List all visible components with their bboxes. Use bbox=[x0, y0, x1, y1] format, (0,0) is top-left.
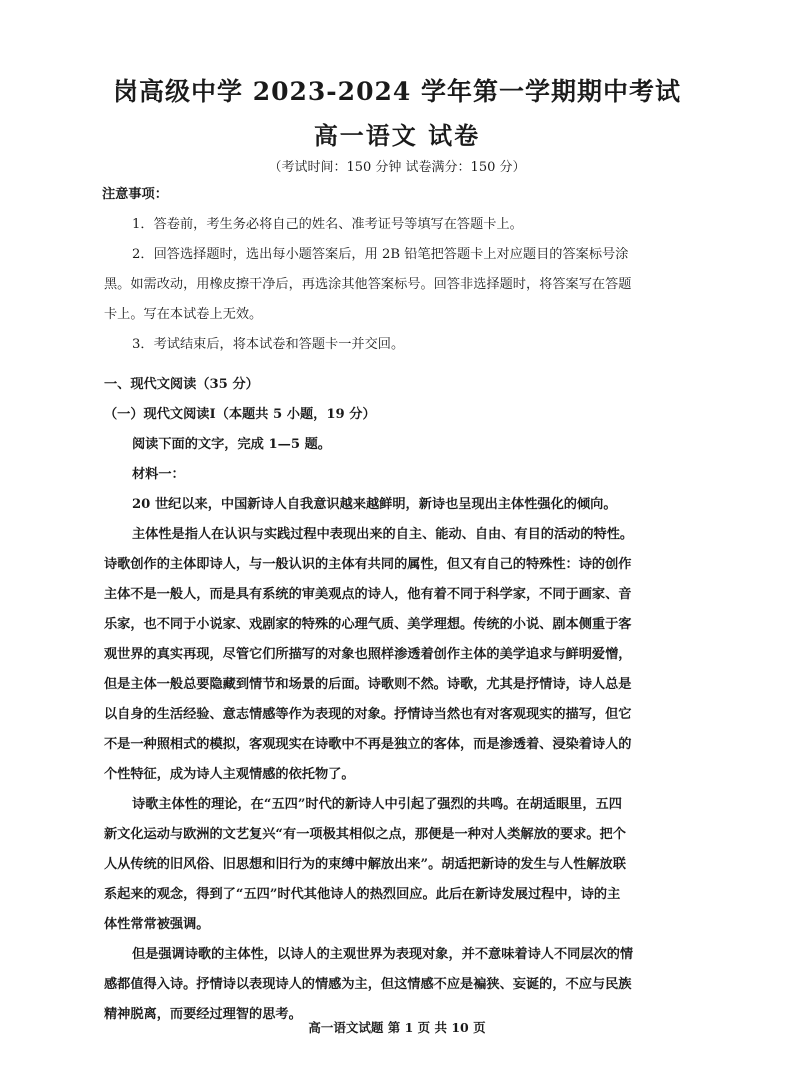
note-item-1: 1．答卷前，考生务必将自己的姓名、准考证号等填写在答题卡上。 bbox=[132, 217, 523, 232]
exam-info: （考试时间：150 分钟 试卷满分：150 分） bbox=[268, 160, 526, 175]
passage-paragraph-4-line: 精神脱离，而要经过理智的思考。 bbox=[104, 1007, 302, 1022]
note-item-2-line-2: 黑。如需改动，用橡皮擦干净后，再选涂其他答案标号。回答非选择题时，将答案写在答题 bbox=[104, 277, 632, 292]
material-label: 材料一： bbox=[132, 467, 185, 482]
passage-paragraph-2-line: 诗歌创作的主体即诗人，与一般认识的主体有共同的属性，但又有自己的特殊性：诗的创作 bbox=[104, 557, 632, 572]
passage-paragraph-2-line: 但是主体一般总要隐藏到情节和场景的后面。诗歌则不然。诗歌，尤其是抒情诗，诗人总是 bbox=[104, 677, 632, 692]
passage-paragraph-1: 20 世纪以来，中国新诗人自我意识越来越鲜明，新诗也呈现出主体性强化的倾向。 bbox=[132, 497, 617, 512]
passage-paragraph-2-line: 主体不是一般人，而是具有系统的审美观点的诗人，他有着不同于科学家，不同于画家、音 bbox=[104, 587, 632, 602]
passage-paragraph-3-line: 人从传统的旧风俗、旧思想和旧行为的束缚中解放出来”。胡适把新诗的发生与人性解放联 bbox=[104, 857, 626, 872]
passage-paragraph-3-line: 体性常常被强调。 bbox=[104, 917, 210, 932]
note-item-2-line-1: 2．回答选择题时，选出每小题答案后，用 2B 铅笔把答题卡上对应题目的答案标号涂 bbox=[132, 247, 629, 262]
notes-heading: 注意事项： bbox=[102, 187, 168, 202]
exam-content bbox=[104, 180, 664, 1030]
passage-paragraph-4-line: 感都值得入诗。抒情诗以表现诗人的情感为主，但这情感不应是褊狭、妄诞的，不应与民族 bbox=[104, 977, 632, 992]
passage-paragraph-2-line: 以自身的生活经验、意志情感等作为表现的对象。抒情诗当然也有对客观现实的描写，但它 bbox=[104, 707, 632, 722]
passage-paragraph-3-line: 系起来的观念，得到了“五四”时代其他诗人的热烈回应。此后在新诗发展过程中，诗的主 bbox=[104, 887, 621, 902]
subsection-heading: （一）现代文阅读Ⅰ（本题共 5 小题，19 分） bbox=[104, 407, 376, 422]
note-item-2-line-3: 卡上。写在本试卷上无效。 bbox=[104, 307, 263, 322]
passage-paragraph-2-line: 主体性是指人在认识与实践过程中表现出来的自主、能动、自由、有目的活动的特性。 bbox=[132, 527, 634, 542]
passage-paragraph-3-line: 诗歌主体性的理论，在“五四”时代的新诗人中引起了强烈的共鸣。在胡适眼里，五四 bbox=[132, 797, 622, 812]
passage-paragraph-4-line: 但是强调诗歌的主体性，以诗人的主观世界为表现对象，并不意味着诗人不同层次的情 bbox=[132, 947, 634, 962]
exam-title: 岗高级中学 2023-2024 学年第一学期期中考试 bbox=[113, 77, 681, 106]
passage-paragraph-2-line: 乐家，也不同于小说家、戏剧家的特殊的心理气质、美学理想。传统的小说、剧本侧重于客 bbox=[104, 617, 632, 632]
reading-instruction: 阅读下面的文字，完成 1—5 题。 bbox=[132, 437, 331, 452]
exam-subtitle: 高一语文 试卷 bbox=[313, 121, 481, 150]
note-item-3: 3．考试结束后，将本试卷和答题卡一并交回。 bbox=[132, 337, 405, 352]
section-heading: 一、现代文阅读（35 分） bbox=[104, 377, 259, 392]
page-footer: 高一语文试题 第 1 页 共 10 页 bbox=[308, 1020, 486, 1035]
passage-paragraph-3-line: 新文化运动与欧洲的文艺复兴“有一项极其相似之点，那便是一种对人类解放的要求。把个 bbox=[104, 827, 626, 842]
passage-paragraph-2-line: 观世界的真实再现，尽管它们所描写的对象也照样渗透着创作主体的美学追求与鲜明爱憎， bbox=[104, 647, 632, 662]
passage-paragraph-2-line: 个性特征，成为诗人主观情感的依托物了。 bbox=[104, 767, 355, 782]
passage-paragraph-2-line: 不是一种照相式的模拟，客观现实在诗歌中不再是独立的客体，而是渗透着、浸染着诗人的 bbox=[104, 737, 632, 752]
